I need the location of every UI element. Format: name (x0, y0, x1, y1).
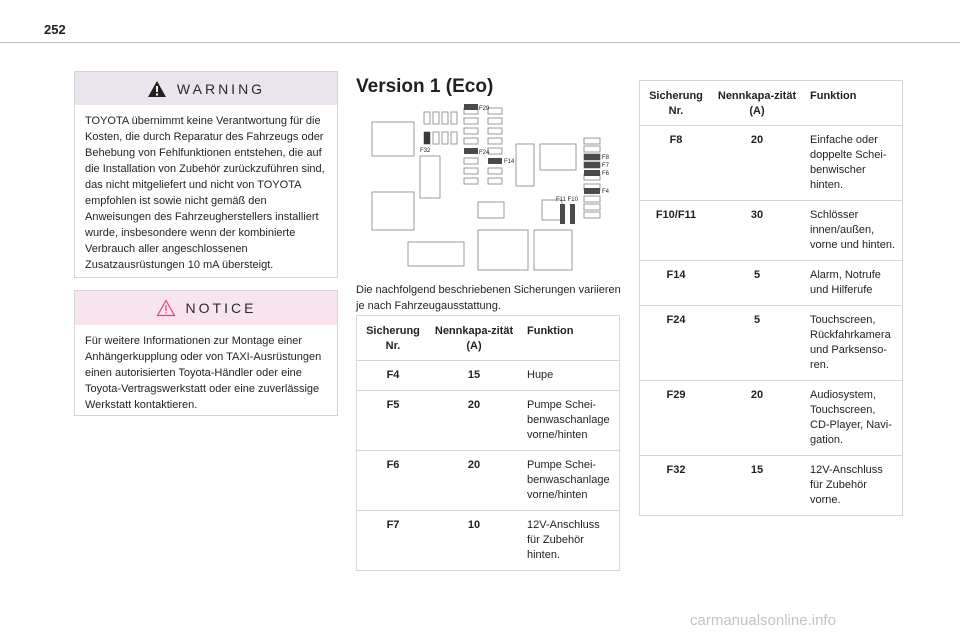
table-row (640, 126, 903, 201)
fuse-rating: 15 (429, 361, 519, 391)
header-function: Funktion (527, 325, 574, 337)
label-f24: F24 (479, 150, 490, 156)
section-title: Version 1 (Eco) (356, 76, 494, 97)
header-fuse: Sicherung Nr. (366, 325, 420, 352)
fuse-rating: 5 (712, 261, 802, 306)
fuse-function: Touchscreen, Rückfahrkamera und Parksenso-ren. (802, 306, 903, 381)
header-fuse: Sicherung Nr. (649, 90, 703, 117)
fuse-id: F7 (357, 511, 430, 571)
warning-title: WARNING (176, 80, 266, 97)
table-row (357, 451, 620, 511)
fuse-rating: 20 (429, 451, 519, 511)
notice-header (75, 291, 337, 325)
notice-title: NOTICE (185, 300, 257, 316)
warning-text: TOYOTA übernimmt keine Verantwortung für die Kosten, die durch Reparatur des Fahrzeugs oder Behebung von Fehlfunktionen entstehen, die auf die Installation von Zubehör zurückzuführen sind, das nicht mitgeliefert und nicht von TOYOTA empfohlen ist sowie nicht gemäß den Anweisungen des Fahrzeugherstellers installiert wurde, insbesondere wenn der kombinierte Verbrauch aller angeschlossenen Zusatzausrüstungen 10 mA übersteigt. (85, 115, 325, 271)
fuse-table-1 (356, 315, 620, 571)
warning-triangle-icon (147, 80, 167, 98)
fuse-id: F6 (357, 451, 430, 511)
table-row (357, 511, 620, 571)
fuse-function: Pumpe Schei-benwaschanlage vorne/hinten (519, 451, 620, 511)
header-rating: Nennkapa-zität (A) (434, 325, 514, 352)
fuse-rating: 20 (712, 381, 802, 456)
label-f14: F14 (504, 159, 515, 165)
table-row (640, 306, 903, 381)
fuse-function: 12V-Anschluss für Zubehör vorne. (802, 456, 903, 516)
notice-text: Für weitere Informationen zur Montage einer Anhängerkupplung oder von TAXI-Ausrüstungen einen autorisierten Toyota-Händler oder eine Toyota-Vertragswerkstatt oder eine zuverlässige Werkstatt kontaktieren. (85, 335, 322, 411)
intro-text: Die nachfolgend beschriebenen Sicherungen variieren je nach Fahrzeugausstattung. (356, 284, 621, 312)
fuse-function: Audiosystem, Touchscreen, CD-Player, Navi-gation. (802, 381, 903, 456)
label-f4: F4 (602, 189, 610, 195)
fuse-id: F32 (640, 456, 713, 516)
table-row (640, 261, 903, 306)
fuse-id: F8 (640, 126, 713, 201)
caution-triangle-icon (156, 299, 176, 317)
label-f29: F29 (479, 106, 490, 112)
fuse-function: Einfache oder doppelte Schei-benwischer hinten. (802, 126, 903, 201)
table-row (640, 201, 903, 261)
notice-box (74, 290, 338, 416)
header-function: Funktion (810, 90, 857, 102)
header-rule (0, 42, 960, 43)
fuse-function: Alarm, Notrufe und Hilferufe (802, 261, 903, 306)
table-header-row (640, 81, 903, 126)
label-f32: F32 (420, 148, 431, 154)
fuse-table-2 (639, 80, 903, 516)
label-f11-f10: F11 F10 (556, 197, 578, 203)
warning-header (75, 72, 337, 105)
fuse-function: 12V-Anschluss für Zubehör hinten. (519, 511, 620, 571)
fuse-id: F10/F11 (640, 201, 713, 261)
header-rating: Nennkapa-zität (A) (717, 90, 797, 117)
fuse-id: F24 (640, 306, 713, 381)
fuse-id: F29 (640, 381, 713, 456)
fuse-rating: 5 (712, 306, 802, 381)
label-f8: F8 (602, 155, 610, 161)
table-header-row (357, 316, 620, 361)
fuse-function: Hupe (519, 361, 620, 391)
fuse-rating: 20 (429, 391, 519, 451)
label-f7: F7 (602, 163, 610, 169)
fuse-rating: 20 (712, 126, 802, 201)
fuse-rating: 30 (712, 201, 802, 261)
table-row (357, 361, 620, 391)
watermark: carmanualsonline.info (690, 612, 836, 629)
fuse-box-diagram (368, 100, 612, 272)
page-number: 252 (44, 22, 66, 37)
table-row (357, 391, 620, 451)
fuse-id: F4 (357, 361, 430, 391)
fuse-id: F14 (640, 261, 713, 306)
table-row (640, 456, 903, 516)
warning-box (74, 71, 338, 278)
fuse-rating: 10 (429, 511, 519, 571)
fuse-rating: 15 (712, 456, 802, 516)
fuse-function: Pumpe Schei-benwaschanlage vorne/hinten (519, 391, 620, 451)
label-f6: F6 (602, 171, 610, 177)
fuse-id: F5 (357, 391, 430, 451)
table-row (640, 381, 903, 456)
fuse-function: Schlösser innen/außen, vorne und hinten. (802, 201, 903, 261)
